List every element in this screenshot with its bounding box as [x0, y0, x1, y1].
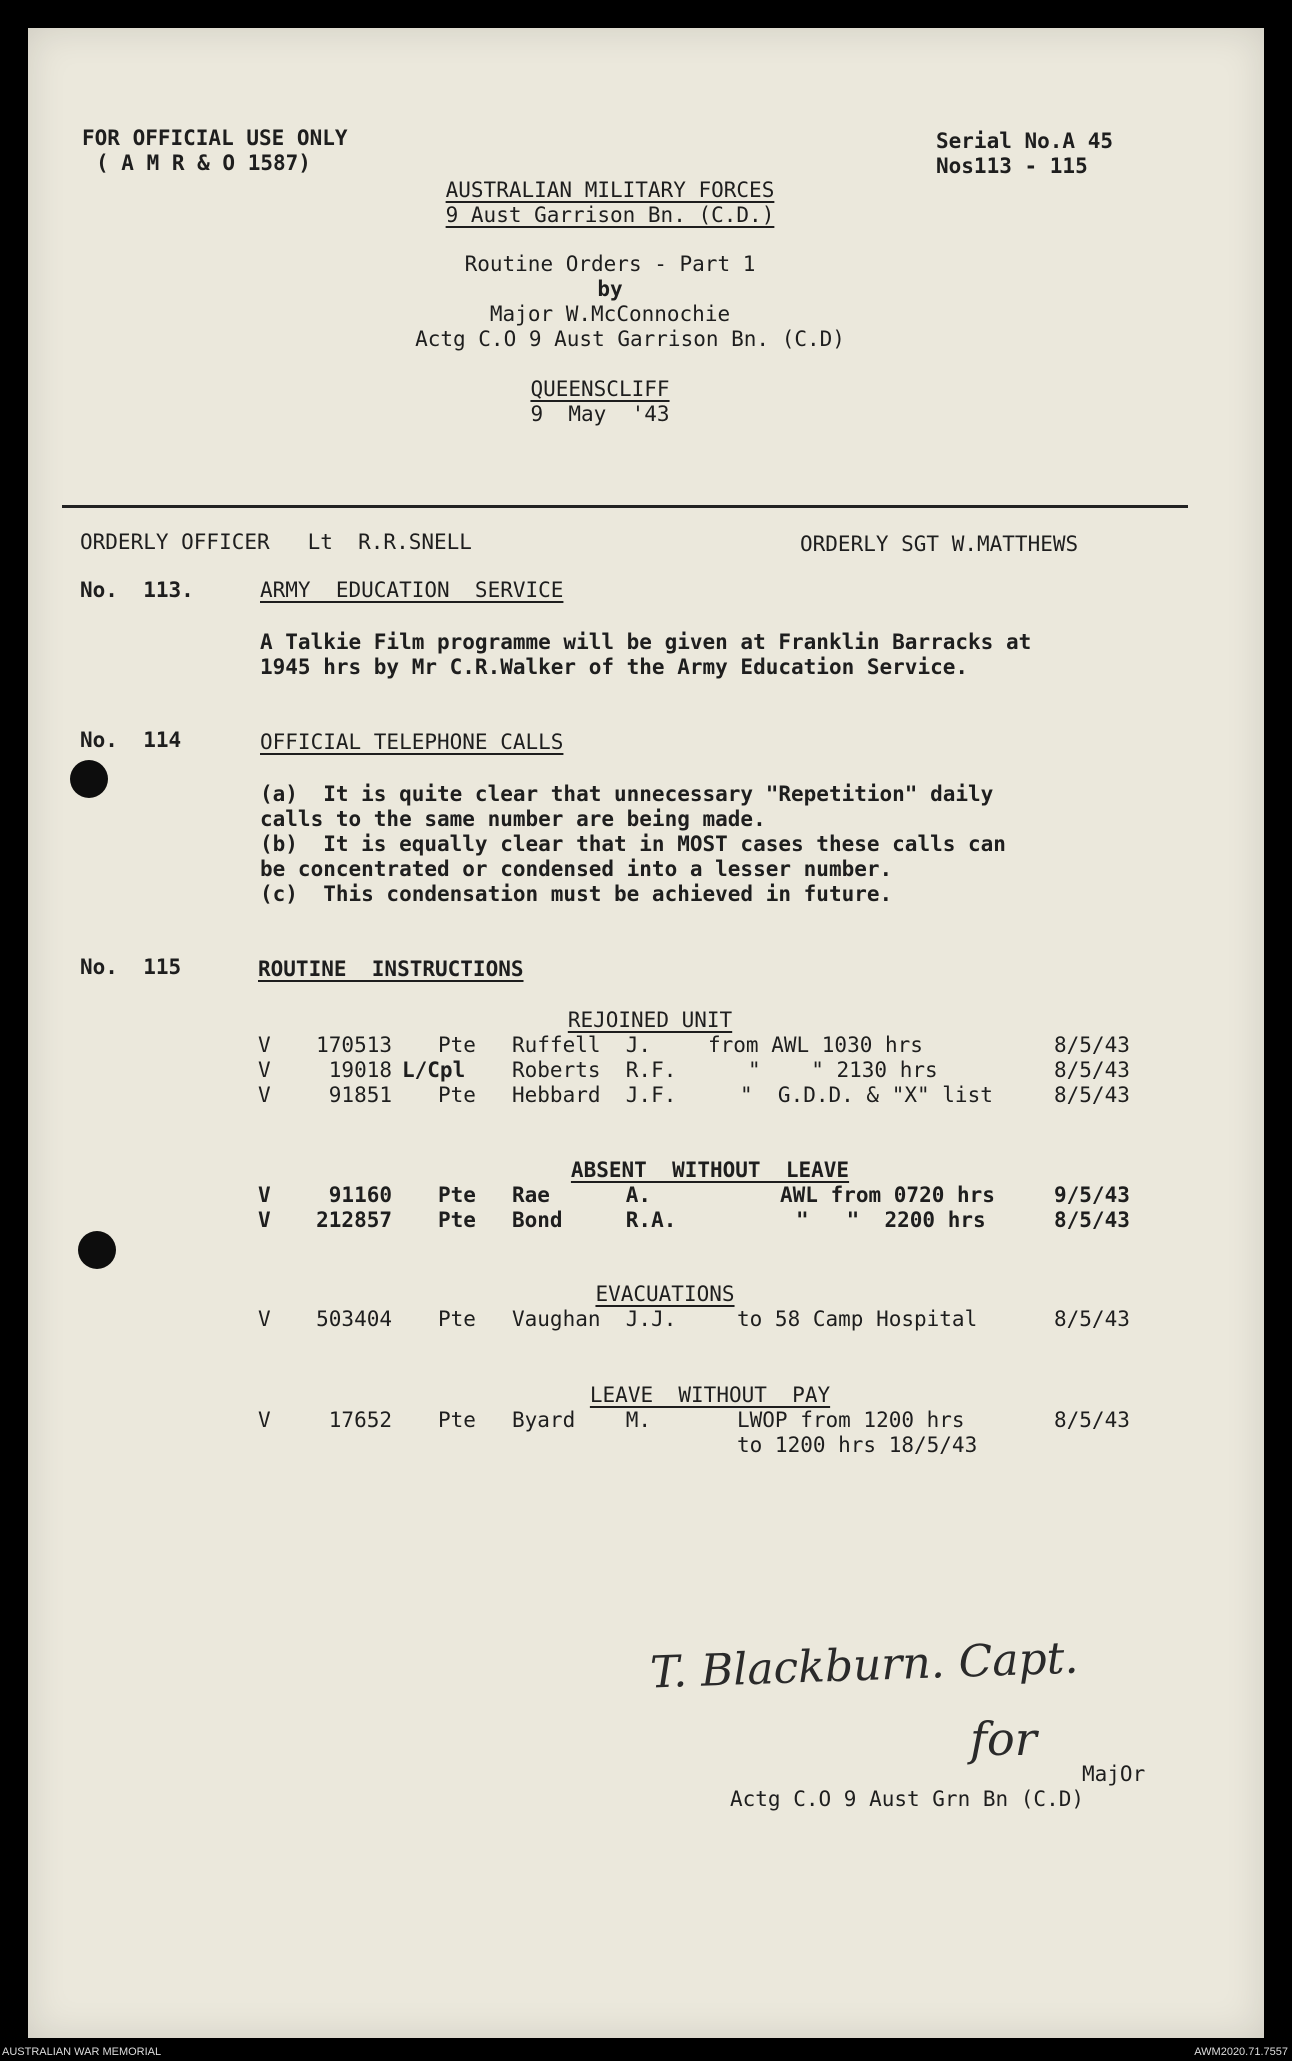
soldier-name: Roberts R.F.	[512, 1058, 677, 1082]
rank: Pte	[438, 1183, 476, 1207]
orders-title: Routine Orders - Part 1	[464, 252, 756, 276]
entry-date: 8/5/43	[1054, 1083, 1130, 1107]
punch-hole-bottom	[78, 1231, 116, 1269]
battalion-title: 9 Aust Garrison Bn. (C.D.)	[445, 203, 775, 227]
section-heading-rejoined: REJOINED UNIT	[567, 1008, 733, 1032]
order-title-114: OFFICIAL TELEPHONE CALLS	[260, 730, 564, 754]
classification-line: FOR OFFICIAL USE ONLY	[82, 126, 348, 150]
order-numbers: Nos113 - 115	[936, 154, 1088, 178]
order-title-113: ARMY EDUCATION SERVICE	[260, 578, 564, 602]
orderly-sergeant: ORDERLY SGT W.MATTHEWS	[800, 532, 1079, 556]
entry-detail: to 58 Camp Hospital	[737, 1307, 978, 1331]
order-body-line: (a) It is quite clear that unnecessary "Repetition" daily	[260, 782, 994, 806]
commanding-officer: Major W.McConnochie	[489, 302, 731, 326]
place: QUEENSCLIFF	[530, 377, 670, 401]
prefix: V	[258, 1307, 271, 1331]
archive-reference: AWM2020.71.7557	[1194, 2046, 1288, 2058]
rank: Pte	[438, 1307, 476, 1331]
date: 9 May '43	[530, 402, 670, 426]
entry-detail: " G.D.D. & "X" list	[740, 1083, 993, 1107]
service-number: 91160	[328, 1183, 392, 1207]
order-body-line: be concentrated or condensed into a lesser number.	[260, 857, 893, 881]
entry-date: 9/5/43	[1054, 1183, 1130, 1207]
entry-date: 8/5/43	[1054, 1208, 1130, 1232]
order-body-line: A Talkie Film programme will be given at Franklin Barracks at	[260, 630, 1032, 654]
section-heading-awol: ABSENT WITHOUT LEAVE	[570, 1158, 850, 1182]
archive-credit: AUSTRALIAN WAR MEMORIAL	[2, 2046, 162, 2058]
entry-date: 8/5/43	[1054, 1058, 1130, 1082]
rank: Pte	[438, 1408, 476, 1432]
entry-detail: AWL from 0720 hrs	[780, 1183, 995, 1207]
rank: Pte	[438, 1083, 476, 1107]
entry-detail: from AWL 1030 hrs	[708, 1033, 923, 1057]
soldier-name: Ruffell J.	[512, 1033, 652, 1057]
orderly-officer: ORDERLY OFFICER Lt R.R.SNELL	[80, 530, 472, 554]
commanding-officer-title: Actg C.O 9 Aust Garrison Bn. (C.D)	[415, 327, 845, 351]
prefix: V	[258, 1183, 271, 1207]
prefix: V	[258, 1033, 271, 1057]
entry-detail: LWOP from 1200 hrs	[737, 1408, 965, 1432]
order-body-line: 1945 hrs by Mr C.R.Walker of the Army Education Service.	[260, 655, 969, 679]
order-body-line: calls to the same number are being made.	[260, 807, 766, 831]
signatory-title: Actg C.O 9 Aust Grn Bn (C.D)	[730, 1787, 1085, 1811]
order-body-line: (c) This condensation must be achieved in future.	[260, 882, 893, 906]
entry-detail-continuation: to 1200 hrs 18/5/43	[737, 1433, 978, 1457]
rank: L/Cpl	[402, 1058, 466, 1082]
rank: Pte	[438, 1033, 476, 1057]
entry-detail: " " 2130 hrs	[748, 1058, 938, 1082]
service-number: 212857	[316, 1208, 392, 1232]
entry-date: 8/5/43	[1054, 1307, 1130, 1331]
service-number: 17652	[328, 1408, 392, 1432]
soldier-name: Rae A.	[512, 1183, 652, 1207]
service-number: 19018	[328, 1058, 392, 1082]
prefix: V	[258, 1058, 271, 1082]
soldier-name: Byard M.	[512, 1408, 652, 1432]
punch-hole-top	[70, 760, 108, 798]
order-title-115: ROUTINE INSTRUCTIONS	[258, 957, 524, 981]
handwritten-signature: T. Blackburn. Capt.	[649, 1632, 1080, 1699]
prefix: V	[258, 1083, 271, 1107]
order-number-115: No. 115	[80, 955, 182, 979]
handwritten-for: for	[970, 1712, 1037, 1766]
entry-date: 8/5/43	[1054, 1033, 1130, 1057]
entry-detail: " " 2200 hrs	[796, 1208, 986, 1232]
prefix: V	[258, 1208, 271, 1232]
service-number: 91851	[328, 1083, 392, 1107]
service-number: 503404	[316, 1307, 392, 1331]
soldier-name: Bond R.A.	[512, 1208, 677, 1232]
orders-by: by	[597, 277, 623, 301]
signatory-rank: MajOr	[1082, 1762, 1146, 1786]
section-heading-lwop: LEAVE WITHOUT PAY	[589, 1383, 831, 1407]
prefix: V	[258, 1408, 271, 1432]
order-body-line: (b) It is equally clear that in MOST cases these calls can	[260, 832, 1006, 856]
entry-date: 8/5/43	[1054, 1408, 1130, 1432]
amr-reference: ( A M R & O 1587)	[96, 151, 311, 175]
soldier-name: Hebbard J.F.	[512, 1083, 677, 1107]
organisation-title: AUSTRALIAN MILITARY FORCES	[445, 178, 775, 202]
serial-number: Serial No.A 45	[936, 129, 1114, 153]
rank: Pte	[438, 1208, 476, 1232]
service-number: 170513	[316, 1033, 392, 1057]
section-heading-evacuations: EVACUATIONS	[595, 1282, 735, 1306]
header-divider	[62, 505, 1188, 508]
order-number-113: No. 113.	[80, 578, 194, 602]
soldier-name: Vaughan J.J.	[512, 1307, 677, 1331]
order-number-114: No. 114	[80, 728, 182, 752]
